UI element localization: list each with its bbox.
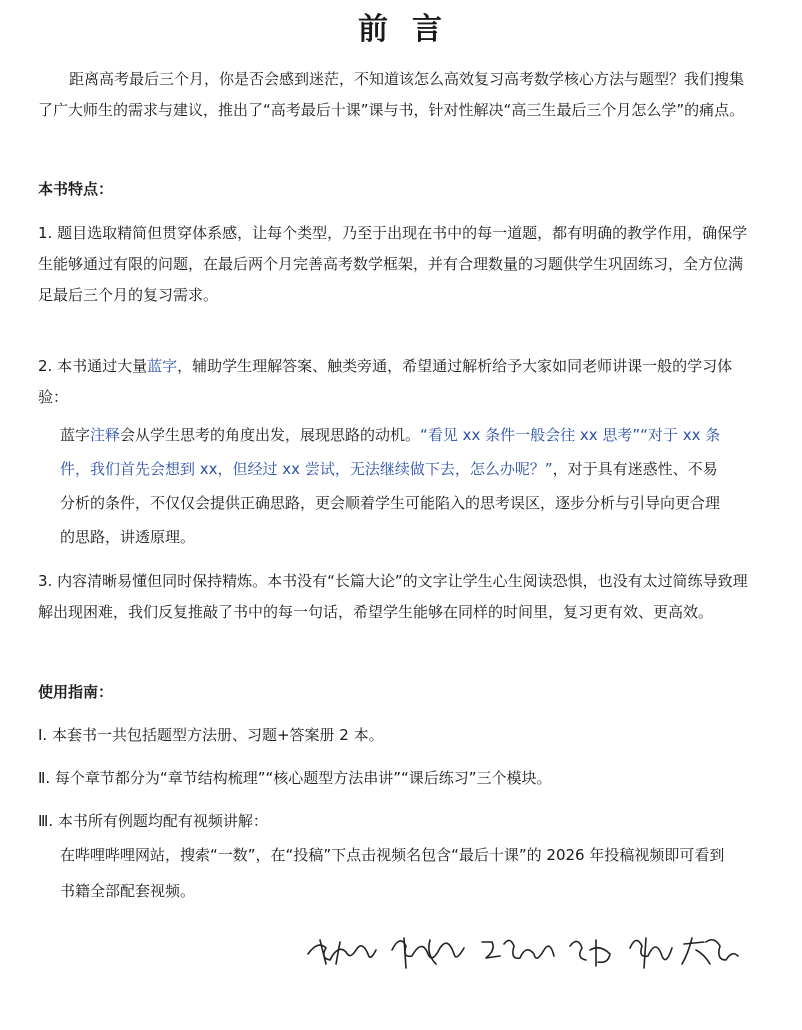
feature-item-1: 1. 题目选取精简但贯穿体系感，让每个类型，乃至于出现在书中的每一道题，都有明确的教学作用，确保学生能够通过有限的问题，在最后两个月完善高考数学框架，并有合理数量的习题供学生巩固练习，全方位满足最后三个月的复习需求。 <box>38 224 748 304</box>
feature-item-2 <box>38 351 756 413</box>
signature-1 <box>308 945 376 960</box>
feature-item-2-detail <box>60 418 732 554</box>
page-title <box>0 4 802 48</box>
detail-blue-2: “看见 xx 条件一般会往 xx 思考”“对于 xx 条件，我们首先会想到 xx，但经过 xx 尝试，无法继续做下去，怎么办呢？” <box>60 426 721 478</box>
guide-item-3-detail: 在哔哩哔哩网站，搜索“一数”，在“投稿”下点击视频名包含“最后十课”的 2026 年投稿视频即可看到书籍全部配套视频。 <box>60 846 725 900</box>
feature-item-2-prefix: 2. 本书通过大量 <box>38 357 148 375</box>
intro-paragraph: 距离高考最后三个月，你是否会感到迷茫，不知道该怎么高效复习高考数学核心方法与题型？我们搜集了广大师生的需求与建议，推出了“高考最后十课”课与书，针对性解决“高三生最后三个月怎么学”的痛点。 <box>38 70 745 119</box>
detail-text-1: 蓝字 <box>60 426 91 444</box>
feature-item-2-suffix: ，辅助学生理解答案、触类旁通，希望通过解析给予大家如同老师讲课一般的学习体验： <box>38 357 733 406</box>
signature-5 <box>630 938 672 968</box>
title-char-2: 言 <box>412 12 444 47</box>
blue-word: 蓝字 <box>147 357 178 375</box>
author-signatures <box>300 920 740 980</box>
guide-item-3: Ⅲ. 本书所有例题均配有视频讲解： <box>38 812 268 830</box>
feature-item-3: 3. 内容清晰易懂但同时保持精炼。本书没有“长篇大论”的文字让学生心生阅读恐惧，也没有太过简练导致理解出现困难，我们反复推敲了书中的每一句话，希望学生能够在同样的时间里，复习更有效、更高效。 <box>38 572 748 621</box>
guide-item-1: Ⅰ. 本套书一共包括题型方法册、习题+答案册 2 本。 <box>38 726 384 744</box>
guide-item-2: Ⅱ. 每个章节都分为“章节结构梳理”“核心题型方法串讲”“课后练习”三个模块。 <box>38 769 552 787</box>
signature-2 <box>392 941 464 958</box>
features-heading: 本书特点： <box>38 180 114 198</box>
guide-heading: 使用指南： <box>38 683 114 701</box>
detail-text-2: 会从学生思考的角度出发，展现思路的动机。 <box>120 426 421 444</box>
detail-blue-1: 注释 <box>90 426 121 444</box>
signature-4 <box>570 940 610 966</box>
signature-3 <box>482 940 554 958</box>
title-char-1: 前 <box>358 12 390 47</box>
detail-text-3: ，对于具有迷惑性、不易分析的条件，不仅仅会提供正确思路，更会顺着学生可能陷入的思考误区，逐步分析与引导向更合理的思路，讲透原理。 <box>60 460 721 546</box>
signature-6 <box>682 938 738 964</box>
